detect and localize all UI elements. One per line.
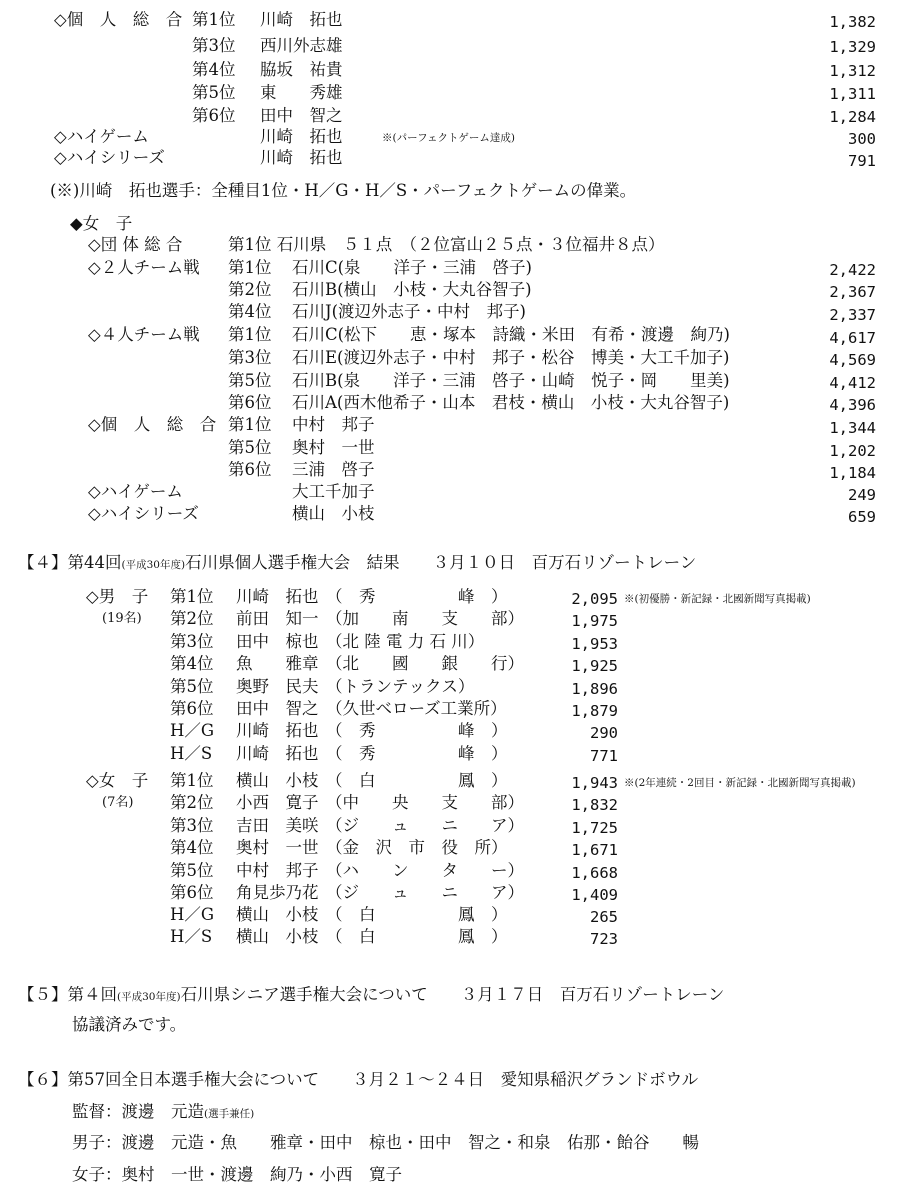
result-rank: 第5位 (228, 371, 272, 390)
result-score: 4,617 (829, 329, 876, 347)
result-club: （ジ ュ ニ ア） (326, 883, 524, 902)
result-rank: 第5位 (192, 83, 236, 102)
women-count: (7名) (102, 795, 134, 810)
section4-heading-main: 【４】第44回 (18, 553, 122, 572)
result-rank: 第1位 (170, 587, 214, 606)
result-score: 1,344 (829, 419, 876, 437)
result-club: （久世ベローズ工業所） (326, 699, 507, 718)
highseries-label: ◇ハイシリーズ (54, 148, 165, 167)
result-score: 1,668 (571, 864, 618, 882)
result-name: 中村 邦子 (236, 861, 319, 880)
result-score: 4,412 (829, 374, 876, 392)
result-score: 1,202 (829, 442, 876, 460)
result-rank: 第1位 (170, 771, 214, 790)
coach-label: 監督：渡邊 元造 (72, 1102, 204, 1121)
result-rank: H／S (170, 927, 213, 946)
result-name: 角見歩乃花 (236, 883, 319, 902)
highgame-score: 300 (848, 130, 876, 148)
result-rank: 第4位 (192, 60, 236, 79)
coach-note: (選手兼任) (204, 1108, 255, 1120)
result-score: 1,284 (829, 108, 876, 126)
result-score: 1,943 (571, 774, 618, 792)
section5-heading-main: 【５】第４回 (18, 985, 117, 1004)
highseries-name: 川崎 拓也 (260, 148, 343, 167)
result-text: 石川C(泉 洋子・三浦 啓子) (292, 258, 532, 277)
four-person-label: ◇４人チーム戦 (88, 325, 200, 344)
result-score: 1,896 (571, 680, 618, 698)
result-score: 1,409 (571, 886, 618, 904)
result-name: 魚 雅章 (236, 654, 319, 673)
result-name: 川崎 拓也 (236, 721, 319, 740)
result-score: 2,337 (829, 306, 876, 324)
result-rank: 第5位 (170, 861, 214, 880)
result-score: 771 (590, 747, 618, 765)
section4-heading (18, 553, 696, 575)
result-rank: 第1位 (228, 325, 272, 344)
result-club: （ 秀 峰 ） (326, 721, 508, 740)
result-score: 2,422 (829, 261, 876, 279)
result-rank: 第6位 (170, 699, 214, 718)
result-score: 2,367 (829, 283, 876, 301)
women-individual-label: ◇個 人 総 合 (88, 415, 217, 434)
result-score: 723 (590, 930, 618, 948)
result-score: 1,382 (829, 13, 876, 31)
result-rank: 第5位 (228, 438, 272, 457)
highgame-label: ◇ハイゲーム (54, 127, 149, 146)
result-club: （トランテックス） (326, 677, 475, 696)
result-name: 横山 小枝 (236, 905, 319, 924)
result-text: 石川J(渡辺外志子・中村 邦子) (292, 302, 526, 321)
result-club: （ジ ュ ニ ア） (326, 816, 524, 835)
result-rank: 第1位 (192, 10, 236, 29)
result-text: 石川C(松下 恵・塚本 詩織・米田 有希・渡邊 絢乃) (292, 325, 730, 344)
result-club: （ 秀 峰 ） (326, 587, 508, 606)
women-highgame-score: 249 (848, 486, 876, 504)
section4-heading-rest: 石川県個人選手権大会 結果 ３月１０日 百万石リゾートレーン (185, 553, 697, 572)
result-name: 川崎 拓也 (236, 587, 319, 606)
result-name: 田中 智之 (236, 699, 319, 718)
result-rank: 第6位 (170, 883, 214, 902)
team-total-text: 第1位 石川県 ５１点 （２位富山２５点・３位福井８点） (228, 235, 665, 254)
result-club: （加 南 支 部） (326, 609, 524, 628)
women-highgame-name: 大工千加子 (292, 482, 375, 501)
result-score: 1,975 (571, 612, 618, 630)
result-name: 脇坂 祐貴 (260, 60, 343, 79)
highgame-name: 川崎 拓也 (260, 127, 343, 146)
footnote: (※)川崎 拓也選手：全種目1位・H／G・H／S・パーフェクトゲームの偉業。 (50, 181, 637, 200)
section4-heading-small: (平成30年度) (121, 559, 186, 571)
result-rank: 第4位 (170, 838, 214, 857)
result-rank: 第2位 (228, 280, 272, 299)
result-name: 中村 邦子 (292, 415, 375, 434)
result-rank: H／G (170, 721, 215, 740)
women-label: ◇女 子 (86, 771, 149, 790)
result-club: （ハ ン タ ー） (326, 861, 524, 880)
result-rank: 第2位 (170, 793, 214, 812)
result-name: 奥村 一世 (292, 438, 375, 457)
result-rank: 第6位 (228, 393, 272, 412)
women-roster: 女子：奥村 一世・渡邊 絢乃・小西 寛子 (72, 1165, 402, 1184)
section5-heading-small: (平成30年度) (117, 991, 181, 1003)
highseries-score: 791 (848, 152, 876, 170)
result-name: 前田 知一 (236, 609, 319, 628)
result-note: ※(初優勝・新記録・北國新聞写真掲載) (624, 593, 811, 605)
result-club: （ 白 鳳 ） (326, 771, 508, 790)
result-score: 1,953 (571, 635, 618, 653)
women-highseries-label: ◇ハイシリーズ (88, 504, 199, 523)
result-score: 2,095 (571, 590, 618, 608)
result-score: 1,312 (829, 62, 876, 80)
two-person-label: ◇２人チーム戦 (88, 258, 200, 277)
result-name: 横山 小枝 (236, 927, 319, 946)
result-text: 石川A(西木他希子・山本 君枝・横山 小枝・大丸谷智子) (292, 393, 730, 412)
result-score: 290 (590, 724, 618, 742)
men-label: ◇男 子 (86, 587, 149, 606)
women-highgame-label: ◇ハイゲーム (88, 482, 183, 501)
result-score: 1,311 (829, 85, 876, 103)
result-club: （北 國 銀 行） (326, 654, 524, 673)
result-name: 田中 椋也 (236, 632, 319, 651)
women-highseries-score: 659 (848, 508, 876, 526)
result-club: （ 秀 峰 ） (326, 744, 508, 763)
result-note: ※(2年連続・2回目・新記録・北國新聞写真掲載) (624, 777, 856, 789)
result-rank: 第2位 (170, 609, 214, 628)
women-header: ◆女 子 (70, 214, 133, 233)
result-score: 1,879 (571, 702, 618, 720)
result-name: 小西 寛子 (236, 793, 319, 812)
result-score: 1,184 (829, 464, 876, 482)
result-name: 奥野 民夫 (236, 677, 319, 696)
result-name: 横山 小枝 (236, 771, 319, 790)
result-score: 1,329 (829, 38, 876, 56)
result-rank: 第5位 (170, 677, 214, 696)
result-club: （北 陸 電 力 石 川） (326, 632, 485, 651)
result-rank: 第1位 (228, 258, 272, 277)
highgame-note: ※(パーフェクトゲーム達成) (382, 132, 515, 144)
result-rank: 第1位 (228, 415, 272, 434)
section5-heading-rest: 石川県シニア選手権大会について ３月１７日 百万石リゾートレーン (180, 985, 725, 1004)
result-rank: 第3位 (170, 816, 214, 835)
result-score: 1,925 (571, 657, 618, 675)
result-rank: 第3位 (192, 36, 236, 55)
result-name: 三浦 啓子 (292, 460, 375, 479)
result-club: （中 央 支 部） (326, 793, 524, 812)
result-text: 石川B(横山 小枝・大丸谷智子) (292, 280, 532, 299)
result-name: 川崎 拓也 (260, 10, 343, 29)
result-name: 田中 智之 (260, 106, 343, 125)
result-rank: H／S (170, 744, 213, 763)
result-name: 東 秀雄 (260, 83, 343, 102)
section6-heading: 【６】第57回全日本選手権大会について ３月２１～２４日 愛知県稲沢グランドボウル (18, 1070, 699, 1089)
coach-line (72, 1102, 254, 1124)
result-score: 4,396 (829, 396, 876, 414)
women-highseries-name: 横山 小枝 (292, 504, 375, 523)
result-rank: 第6位 (228, 460, 272, 479)
result-score: 1,832 (571, 796, 618, 814)
result-score: 265 (590, 908, 618, 926)
result-name: 吉田 美咲 (236, 816, 319, 835)
men-roster: 男子：渡邊 元造・魚 雅章・田中 椋也・田中 智之・和泉 佑那・飴谷 暢 (72, 1133, 699, 1152)
team-total-label: ◇団 体 総 合 (88, 235, 183, 254)
result-rank: 第6位 (192, 106, 236, 125)
result-rank: H／G (170, 905, 215, 924)
result-rank: 第3位 (228, 348, 272, 367)
result-rank: 第3位 (170, 632, 214, 651)
result-score: 1,725 (571, 819, 618, 837)
result-text: 石川E(渡辺外志子・中村 邦子・松谷 博美・大工千加子) (292, 348, 730, 367)
result-text: 石川B(泉 洋子・三浦 啓子・山崎 悦子・岡 里美) (292, 371, 730, 390)
result-club: （ 白 鳳 ） (326, 927, 508, 946)
section5-heading (18, 985, 724, 1007)
men-individual-label: ◇個 人 総 合 (54, 10, 183, 29)
result-name: 西川外志雄 (260, 36, 343, 55)
result-rank: 第4位 (170, 654, 214, 673)
result-name: 川崎 拓也 (236, 744, 319, 763)
result-club: （金 沢 市 役 所） (326, 838, 508, 857)
result-score: 4,569 (829, 351, 876, 369)
men-count: (19名) (102, 611, 142, 626)
result-rank: 第4位 (228, 302, 272, 321)
section5-body: 協議済みです。 (72, 1015, 187, 1034)
result-club: （ 白 鳳 ） (326, 905, 508, 924)
result-name: 奥村 一世 (236, 838, 319, 857)
result-score: 1,671 (571, 841, 618, 859)
